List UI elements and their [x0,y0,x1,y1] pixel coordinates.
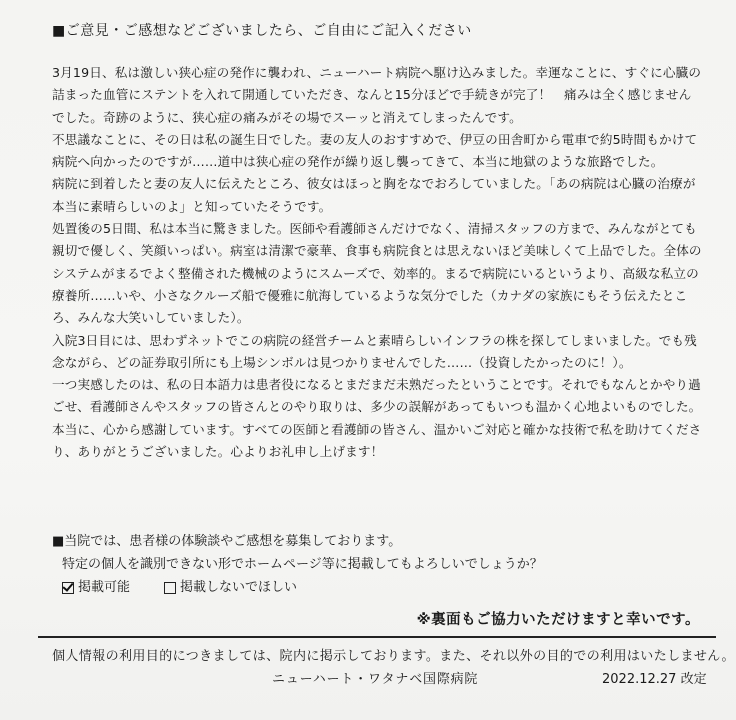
empty-checkbox-icon[interactable] [164,582,176,594]
option-do-not-publish-label: 掲載しないでほしい [180,580,298,595]
form-heading: ■ご意見・ご感想などございましたら、ご自由にご記入ください [52,23,472,39]
option-publish-allowed-label: 掲載可能 [78,580,131,595]
consent-options [62,576,543,599]
consent-question: 特定の個人を識別できない形でホームページ等に掲載してもよろしいでしょうか？ [62,557,543,572]
checked-checkbox-icon[interactable] [62,582,74,594]
option-publish-allowed[interactable] [62,576,130,599]
paragraph-5: 入院3日目には、思わずネットでこの病院の経営チームと素晴らしいインフラの株を探してしまいました。でも残念ながら、どの証券取引所にも上場シンボルは見つかりませんでした……（投資したかったのに！）。 [52,332,697,370]
revision-date: 2022.12.27 改定 [602,672,707,687]
paragraph-3: 病院に到着したと妻の友人に伝えたところ、彼女はほっと胸をなでおろしていました。「あの病院は心臓の治療が本当に素晴らしいのよ」と知っていたそうです。 [52,176,696,214]
paragraph-7: 本当に、心から感謝しています。すべての医師と看護師の皆さん、温かいご対応と確かな技術で私を助けてくださり、ありがとうございました。心よりお礼申し上げます！ [52,421,702,460]
feedback-body [52,62,702,463]
consent-title: ■当院では、患者様の体験談やご感想を募集しております。 [52,534,402,549]
paragraph-2: 不思議なことに、その日は私の誕生日でした。妻の友人のおすすめで、伊豆の田舎町から電車で約5時間もかけて病院へ向かったのですが……道中は狭心症の発作が繰り返し襲ってきて、本当に地獄のような旅路でした。 [52,131,698,170]
paragraph-4: 処置後の5日間、私は本当に驚きました。医師や看護師さんだけでなく、清掃スタッフの方まで、みんながとても親切で優しく、笑顔いっぱい。病室は清潔で豪華、食事も病院食とは思えないほど美味しくて上品でした。全体のシステムがまるでよく整備された機械のようにスムーズで、効率的。まるで病院にいるというより、高級な私立の療養所……いや、小さなクルーズ船で優雅に航海しているような気分でした（カナダの家族にもそう伝えたところ、みんな大笑いしていました）。 [52,221,702,326]
hospital-name: ニューハート・ワタナベ国際病院 [272,672,479,687]
consent-section [52,530,543,599]
option-do-not-publish[interactable] [164,576,297,599]
privacy-notice: 個人情報の利用目的につきましては、院内に掲示しております。また、それ以外の目的での利用はいたしません。 [52,649,735,664]
paragraph-1: 3月19日、私は激しい狭心症の発作に襲われ、ニューハート病院へ駆け込みました。幸運なことに、すぐに心臓の詰まった血管にステントを入れて開通していただき、なんと15分ほどで手続きが完了！ 痛みは全く感じませんでした。奇跡のように、狭心症の痛みがその場でスーッと消えてしまったんです。 [52,65,702,125]
paragraph-6: 一つ実感したのは、私の日本語力は患者役になるとまだまだ未熟だったということです。それでもなんとかやり過ごせ、看護師さんやスタッフの皆さんとのやり取りは、多少の誤解があってもいつも温かく心地よいものでした。 [52,377,702,415]
reverse-side-note: ※裏面もご協力いただけますと幸いです。 [416,612,700,628]
divider-line [38,636,716,638]
